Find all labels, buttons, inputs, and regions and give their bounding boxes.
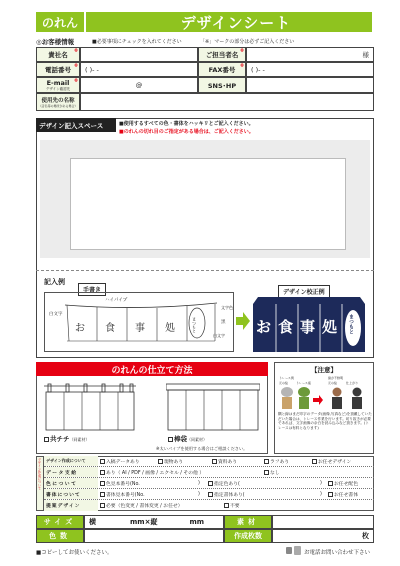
hand-char-4: 処 [165, 323, 175, 334]
contact-input[interactable]: 様 [246, 47, 374, 62]
opt-materials[interactable]: 資料あり [212, 458, 264, 465]
design-drawing-space[interactable] [70, 158, 346, 250]
copy-note: ■コピーしてお使いください。 [36, 550, 113, 556]
proof-char-2: 食 [278, 318, 294, 336]
options-row-4 [44, 489, 374, 500]
design-note-2: ■のれんの切れ目のご指定がある場合は、ご記入ください。 [119, 129, 254, 135]
opt-font-sample[interactable]: 書体見本番号(No. [100, 491, 198, 498]
tomochichi-diagram [44, 382, 136, 434]
caution-label-1: トレース例 [279, 376, 294, 380]
design-space-header: デザイン記入スペース [36, 118, 116, 132]
hand-annotation-4: 黒 [221, 320, 226, 325]
options-row-4-label: 書体について [44, 489, 98, 499]
options-row-1-label: デザイン作成について [44, 456, 98, 466]
qty-input[interactable]: 枚 [272, 529, 374, 543]
proof-char-4: 処 [322, 318, 338, 336]
method-title: のれんの仕立て方法 [36, 362, 268, 376]
options-row-5-label: 提案デザイン [44, 500, 98, 511]
boubukuro-checkbox[interactable] [168, 437, 173, 442]
arrow-right-icon [236, 312, 250, 332]
hand-char-3: 事 [135, 323, 145, 334]
tomochichi-checkbox[interactable] [44, 437, 49, 442]
hand-char-1: お [75, 323, 85, 334]
colors-input[interactable] [84, 529, 224, 543]
fax-input[interactable]: ( )- - [246, 62, 374, 77]
hand-annotation-5: 白文字 [213, 333, 225, 338]
opt-proposal-required[interactable]: 必要（色変更 / 書体変更 / お任せ） [100, 502, 224, 509]
option-tomochichi[interactable]: 共チチ（同素材） [44, 434, 90, 443]
proof-char-1: お [256, 318, 272, 336]
caution-label-6: トレース後 [296, 381, 311, 385]
caution-label-5: 元の絵 [279, 381, 289, 385]
opt-color-specified-close: ) [320, 480, 322, 486]
logo: のれん [36, 12, 86, 32]
opt-font-specified-close: ) [320, 491, 322, 497]
caution-text: 隅と線はまだ印字のデータ(画像,写真など)を頂戴していただいた場合は、トレース作業を行います。切り抜きが必要であれば、文字画像の余白を読み込みなど頂きます。(トレースは有料となります) [278, 412, 372, 430]
material-input[interactable] [272, 515, 374, 529]
opt-physical[interactable]: 現物あり [158, 458, 212, 465]
example-label: 記入例 [44, 278, 65, 286]
caution-label-7: 元の絵 [328, 381, 338, 385]
colors-label: 色数 [36, 529, 84, 543]
option-boubukuro[interactable]: 棒袋（同素材） [168, 434, 207, 443]
note-required: 「※」マークの部分は必ずご記入ください [200, 39, 295, 45]
pipe-note: ※太いパイプを使用する場合はご相談ください。 [156, 446, 248, 451]
page-title: デザインシート [180, 13, 292, 32]
hand-annotation-1: 白文字 [49, 312, 63, 317]
options-row-2 [44, 467, 374, 478]
hand-annotation-3: 文字色 [221, 305, 233, 310]
options-row-5 [44, 500, 374, 511]
divider [36, 270, 374, 271]
opt-data-no[interactable]: なし [264, 469, 280, 476]
hand-char-2: 食 [105, 323, 115, 334]
options-row-3 [44, 478, 374, 489]
opt-data-yes[interactable]: あり（ AI / PDF / 画像 / エクセル / その他 ） [100, 469, 264, 476]
size-input[interactable]: 横 mm×縦 mm [84, 515, 224, 529]
usage-label: 使用先の名称 （店名等の場所がある場合） [36, 93, 80, 111]
phone-label: 電話番号 ※ [36, 62, 80, 77]
usage-input[interactable] [80, 93, 374, 111]
opt-proposal-not-required[interactable]: 不要 [224, 502, 240, 509]
contact-label: ご担当者名 ※ [198, 47, 246, 62]
caution-label-8: 仕上がり [346, 381, 359, 385]
company-input[interactable] [80, 47, 198, 62]
opt-color-sample-close: ) [198, 480, 200, 486]
fax-label: FAX番号 ※ [198, 62, 246, 77]
phone-input[interactable]: ( )- - [80, 62, 198, 77]
options-row-3-label: 色について [44, 478, 98, 488]
opt-omakase-design[interactable]: お任せデザイン [312, 458, 351, 465]
opt-rough[interactable]: ラフあり [264, 458, 312, 465]
company-label: 貴社名 ※ [36, 47, 80, 62]
options-vertical-label: デザイン作成について [37, 458, 41, 490]
phone-icon [286, 546, 302, 557]
note-check: ■必要事項にチェックを入れてください [92, 39, 182, 45]
size-label: サイズ [36, 515, 84, 529]
contact-note: お電話お問い合わせ下さい [304, 550, 371, 556]
handwritten-example [44, 292, 234, 352]
proof-label: デザイン校正例 [278, 285, 330, 298]
opt-data-submitted[interactable]: 入稿データあり [100, 458, 158, 465]
hand-annotation-2: ハイパイプ [105, 298, 128, 303]
proof-char-3: 事 [300, 318, 316, 336]
caution-title: 【注意】 [311, 366, 337, 374]
boubukuro-diagram [166, 382, 260, 434]
options-row-2-label: データ支給 [44, 467, 98, 477]
options-row-1 [44, 456, 374, 467]
hand-badge: まつもと [192, 317, 197, 333]
design-note-1: ■使用するすべての色・書体をハッキリとご記入ください。 [119, 121, 254, 127]
opt-font-omakase[interactable]: お任せ書体 [328, 491, 358, 498]
proof-badge: まつもと [348, 314, 354, 334]
email-label: E-mail デザイン確認先 ※ [36, 77, 80, 93]
opt-font-sample-close: ) [198, 491, 200, 497]
opt-color-specified[interactable]: 指定色あり( [208, 480, 320, 487]
caution-figures [279, 386, 371, 412]
sns-input[interactable] [246, 77, 374, 93]
material-label: 素材 [224, 515, 272, 529]
caution-label-2: 線が不鮮明 [328, 376, 344, 380]
opt-color-omakase[interactable]: お任せ配色 [328, 480, 358, 487]
qty-label: 作成枚数 [224, 529, 272, 543]
proof-example [252, 296, 366, 352]
customer-section-title: ◎お客様情報 [36, 38, 75, 46]
opt-color-sample[interactable]: 色見本番号(No. [100, 480, 198, 487]
opt-font-specified[interactable]: 指定書体あり( [208, 491, 320, 498]
email-input[interactable]: @ [80, 77, 198, 93]
sns-label: SNS･HP [198, 77, 246, 93]
handwritten-label: 手書き [78, 283, 106, 296]
